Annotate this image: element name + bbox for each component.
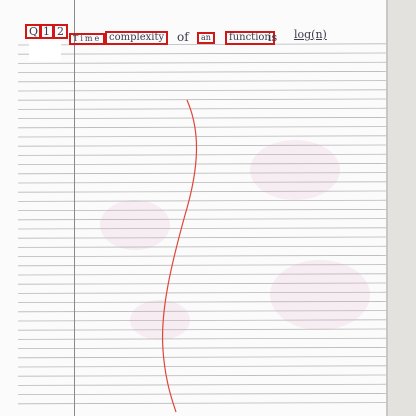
word-complexity: complexity bbox=[105, 31, 168, 45]
word-time: Time bbox=[69, 33, 105, 45]
word-is: is bbox=[268, 31, 278, 44]
word-1: 1 bbox=[39, 24, 54, 39]
word-of: of bbox=[177, 30, 189, 44]
word-2: 2 bbox=[53, 24, 68, 39]
word-log-n: log(n) bbox=[294, 28, 327, 41]
word-an: an bbox=[197, 32, 215, 44]
white-patch bbox=[29, 41, 61, 61]
word-function: function bbox=[225, 31, 275, 45]
word-q: Q bbox=[25, 24, 42, 39]
